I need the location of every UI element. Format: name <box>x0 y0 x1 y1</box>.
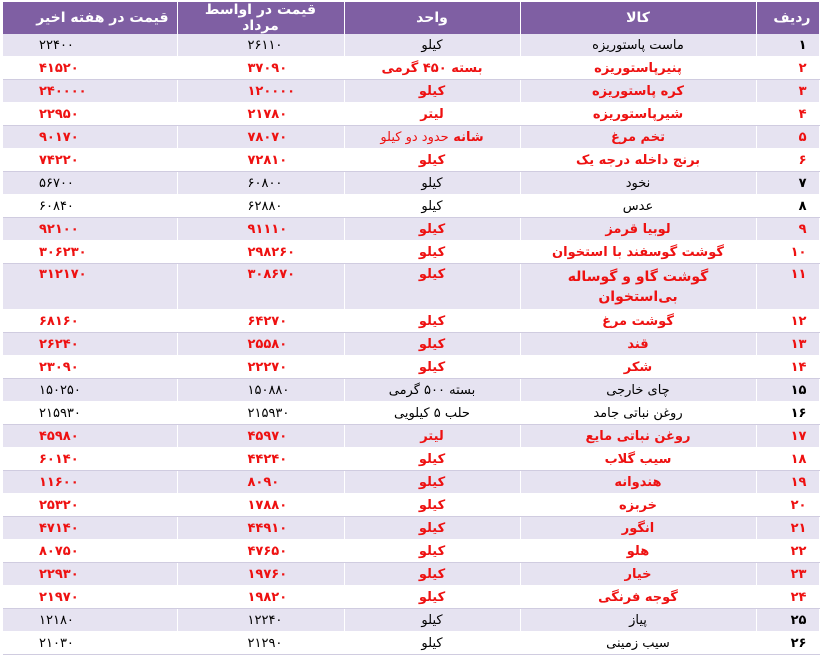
row-price-mid-mordad: ۱۹۷۶۰ <box>177 563 344 586</box>
row-item: کره پاستوریزه <box>520 80 756 103</box>
row-item: شیرپاستوریزه <box>520 103 756 126</box>
row-price-mid-mordad: ۱۲۲۴۰ <box>177 609 344 632</box>
row-price-mid-mordad: ۶۴۲۷۰ <box>177 310 344 333</box>
row-price-mid-mordad: ۲۱۷۸۰ <box>177 103 344 126</box>
row-item: پیاز <box>520 609 756 632</box>
table-header <box>3 2 819 34</box>
row-index: ۲۲ <box>756 540 819 563</box>
row-price-last-week: ۹۲۱۰۰ <box>3 218 177 241</box>
row-price-last-week: ۱۱۶۰۰ <box>3 471 177 494</box>
row-item: روغن نباتی جامد <box>520 402 756 425</box>
row-price-last-week: ۶۰۸۴۰ <box>3 195 177 218</box>
row-unit-note: حدود دو کیلو <box>380 129 449 145</box>
row-price-last-week: ۷۴۲۲۰ <box>3 149 177 172</box>
row-item: تخم مرغ <box>520 126 756 149</box>
row-unit: کیلو <box>344 172 520 195</box>
table-row <box>3 379 819 402</box>
row-price-mid-mordad: ۴۴۲۴۰ <box>177 448 344 471</box>
row-price-mid-mordad: ۱۵۰۸۸۰ <box>177 379 344 402</box>
row-price-last-week: ۴۵۹۸۰ <box>3 425 177 448</box>
row-price-mid-mordad: ۶۲۸۸۰ <box>177 195 344 218</box>
row-item: چای خارجی <box>520 379 756 402</box>
row-price-last-week: ۶۰۱۴۰ <box>3 448 177 471</box>
header-price-last-week: قیمت در هفته اخیر <box>3 2 177 34</box>
row-price-mid-mordad: ۱۷۸۸۰ <box>177 494 344 517</box>
row-price-mid-mordad: ۲۵۵۸۰ <box>177 333 344 356</box>
row-unit: بسته ۴۵۰ گرمی <box>344 57 520 80</box>
row-unit: لیتر <box>344 425 520 448</box>
header-price-mid-mordad: قیمت در اواسط مرداد <box>177 2 344 34</box>
row-price-last-week: ۳۱۲۱۷۰ <box>3 264 177 310</box>
table-row <box>3 241 819 264</box>
row-index: ۲۴ <box>756 586 819 609</box>
row-index: ۱۹ <box>756 471 819 494</box>
row-price-last-week: ۲۳۰۹۰ <box>3 356 177 379</box>
row-unit: کیلو <box>344 609 520 632</box>
table-row <box>3 80 819 103</box>
row-index: ۴ <box>756 103 819 126</box>
table-row <box>3 517 819 540</box>
row-price-mid-mordad: ۲۶۱۱۰ <box>177 34 344 57</box>
row-index: ۱۱ <box>756 264 819 310</box>
table-row <box>3 632 819 655</box>
table-row <box>3 333 819 356</box>
row-index: ۲۵ <box>756 609 819 632</box>
row-unit: کیلو <box>344 517 520 540</box>
table-row <box>3 126 819 149</box>
price-table <box>3 2 820 655</box>
table-row <box>3 402 819 425</box>
row-price-last-week: ۳۰۶۲۳۰ <box>3 241 177 264</box>
row-index: ۲۳ <box>756 563 819 586</box>
row-unit: کیلو <box>344 494 520 517</box>
table-row <box>3 425 819 448</box>
row-price-last-week: ۸۰۷۵۰ <box>3 540 177 563</box>
row-price-mid-mordad: ۲۲۲۷۰ <box>177 356 344 379</box>
row-price-last-week: ۶۸۱۶۰ <box>3 310 177 333</box>
row-price-last-week: ۲۱۹۷۰ <box>3 586 177 609</box>
table-row <box>3 103 819 126</box>
row-price-mid-mordad: ۴۴۹۱۰ <box>177 517 344 540</box>
table-row <box>3 471 819 494</box>
row-price-mid-mordad: ۸۰۹۰ <box>177 471 344 494</box>
row-price-mid-mordad: ۷۸۰۷۰ <box>177 126 344 149</box>
row-item: هندوانه <box>520 471 756 494</box>
row-item: عدس <box>520 195 756 218</box>
row-index: ۲۶ <box>756 632 819 655</box>
table-row <box>3 356 819 379</box>
row-price-last-week: ۱۲۱۸۰ <box>3 609 177 632</box>
row-item: گوشت مرغ <box>520 310 756 333</box>
row-price-mid-mordad: ۳۰۸۶۷۰ <box>177 264 344 310</box>
row-index: ۱۸ <box>756 448 819 471</box>
row-price-mid-mordad: ۲۹۸۲۶۰ <box>177 241 344 264</box>
table-row <box>3 609 819 632</box>
row-item: گوشت گاو و گوساله بی‌استخوان <box>520 264 756 310</box>
row-unit: کیلو <box>344 333 520 356</box>
row-price-last-week: ۲۴۰۰۰۰ <box>3 80 177 103</box>
row-unit: کیلو <box>344 356 520 379</box>
row-price-mid-mordad: ۱۲۰۰۰۰ <box>177 80 344 103</box>
row-index: ۱۲ <box>756 310 819 333</box>
row-unit: کیلو <box>344 264 520 310</box>
row-price-last-week: ۴۷۱۴۰ <box>3 517 177 540</box>
row-price-last-week: ۲۱۰۳۰ <box>3 632 177 655</box>
row-index: ۳ <box>756 80 819 103</box>
row-price-last-week: ۲۲۹۵۰ <box>3 103 177 126</box>
row-item: گوجه فرنگی <box>520 586 756 609</box>
row-index: ۲ <box>756 57 819 80</box>
table-row <box>3 540 819 563</box>
row-price-mid-mordad: ۴۵۹۷۰ <box>177 425 344 448</box>
row-item: قند <box>520 333 756 356</box>
table-row <box>3 172 819 195</box>
row-item: سیب گلاب <box>520 448 756 471</box>
row-index: ۸ <box>756 195 819 218</box>
row-unit: کیلو <box>344 563 520 586</box>
row-price-mid-mordad: ۲۱۲۹۰ <box>177 632 344 655</box>
row-unit: بسته ۵۰۰ گرمی <box>344 379 520 402</box>
row-price-last-week: ۵۶۷۰۰ <box>3 172 177 195</box>
row-unit: کیلو <box>344 586 520 609</box>
row-item: گوشت گوسفند با استخوان <box>520 241 756 264</box>
row-price-last-week: ۴۱۵۲۰ <box>3 57 177 80</box>
row-unit: کیلو <box>344 149 520 172</box>
row-index: ۷ <box>756 172 819 195</box>
table-row <box>3 57 819 80</box>
row-price-last-week: ۲۵۳۲۰ <box>3 494 177 517</box>
row-price-mid-mordad: ۶۰۸۰۰ <box>177 172 344 195</box>
row-unit: کیلو <box>344 195 520 218</box>
price-table-container <box>3 2 819 655</box>
row-item: ماست پاستوریزه <box>520 34 756 57</box>
header-row <box>3 2 819 34</box>
row-item: سیب زمینی <box>520 632 756 655</box>
row-index: ۱۳ <box>756 333 819 356</box>
row-item: روغن نباتی مایع <box>520 425 756 448</box>
row-index: ۱۷ <box>756 425 819 448</box>
row-index: ۲۰ <box>756 494 819 517</box>
header-index: ردیف <box>756 2 819 34</box>
table-body <box>3 34 819 655</box>
row-item: خربزه <box>520 494 756 517</box>
row-item: پنیرپاستوریزه <box>520 57 756 80</box>
table-row <box>3 149 819 172</box>
table-row <box>3 310 819 333</box>
row-item: خیار <box>520 563 756 586</box>
row-price-mid-mordad: ۹۱۱۱۰ <box>177 218 344 241</box>
header-item: کالا <box>520 2 756 34</box>
row-unit: کیلو <box>344 471 520 494</box>
table-row <box>3 34 819 57</box>
row-item: انگور <box>520 517 756 540</box>
row-price-last-week: ۲۱۵۹۳۰ <box>3 402 177 425</box>
row-unit: کیلو <box>344 241 520 264</box>
row-unit: حلب ۵ کیلویی <box>344 402 520 425</box>
row-index: ۱۶ <box>756 402 819 425</box>
row-unit: لیتر <box>344 103 520 126</box>
row-item: نخود <box>520 172 756 195</box>
table-row <box>3 264 819 310</box>
row-price-last-week: ۹۰۱۷۰ <box>3 126 177 149</box>
row-item: لوبیا قرمز <box>520 218 756 241</box>
row-index: ۱۰ <box>756 241 819 264</box>
table-row <box>3 563 819 586</box>
row-price-last-week: ۱۵۰۲۵۰ <box>3 379 177 402</box>
table-row <box>3 448 819 471</box>
row-price-mid-mordad: ۱۹۸۲۰ <box>177 586 344 609</box>
table-row <box>3 195 819 218</box>
row-price-mid-mordad: ۴۷۶۵۰ <box>177 540 344 563</box>
row-index: ۹ <box>756 218 819 241</box>
row-unit: کیلو <box>344 218 520 241</box>
row-unit: کیلو <box>344 540 520 563</box>
row-item: شکر <box>520 356 756 379</box>
row-index: ۱ <box>756 34 819 57</box>
header-unit: واحد <box>344 2 520 34</box>
row-unit: کیلو <box>344 80 520 103</box>
row-unit: کیلو <box>344 632 520 655</box>
row-unit: کیلو <box>344 448 520 471</box>
table-row <box>3 586 819 609</box>
table-row <box>3 218 819 241</box>
row-price-mid-mordad: ۳۷۰۹۰ <box>177 57 344 80</box>
row-index: ۱۴ <box>756 356 819 379</box>
row-item: هلو <box>520 540 756 563</box>
row-unit: کیلو <box>344 34 520 57</box>
row-unit: کیلو <box>344 310 520 333</box>
row-price-last-week: ۲۶۲۴۰ <box>3 333 177 356</box>
row-price-mid-mordad: ۲۱۵۹۳۰ <box>177 402 344 425</box>
row-price-mid-mordad: ۷۲۸۱۰ <box>177 149 344 172</box>
table-row <box>3 494 819 517</box>
row-unit-main: شانه <box>453 129 484 145</box>
row-price-last-week: ۲۲۹۳۰ <box>3 563 177 586</box>
row-index: ۱۵ <box>756 379 819 402</box>
row-index: ۵ <box>756 126 819 149</box>
row-item: برنج داخله درجه یک <box>520 149 756 172</box>
row-index: ۶ <box>756 149 819 172</box>
row-index: ۲۱ <box>756 517 819 540</box>
row-unit <box>344 126 520 149</box>
row-price-last-week: ۲۲۴۰۰ <box>3 34 177 57</box>
